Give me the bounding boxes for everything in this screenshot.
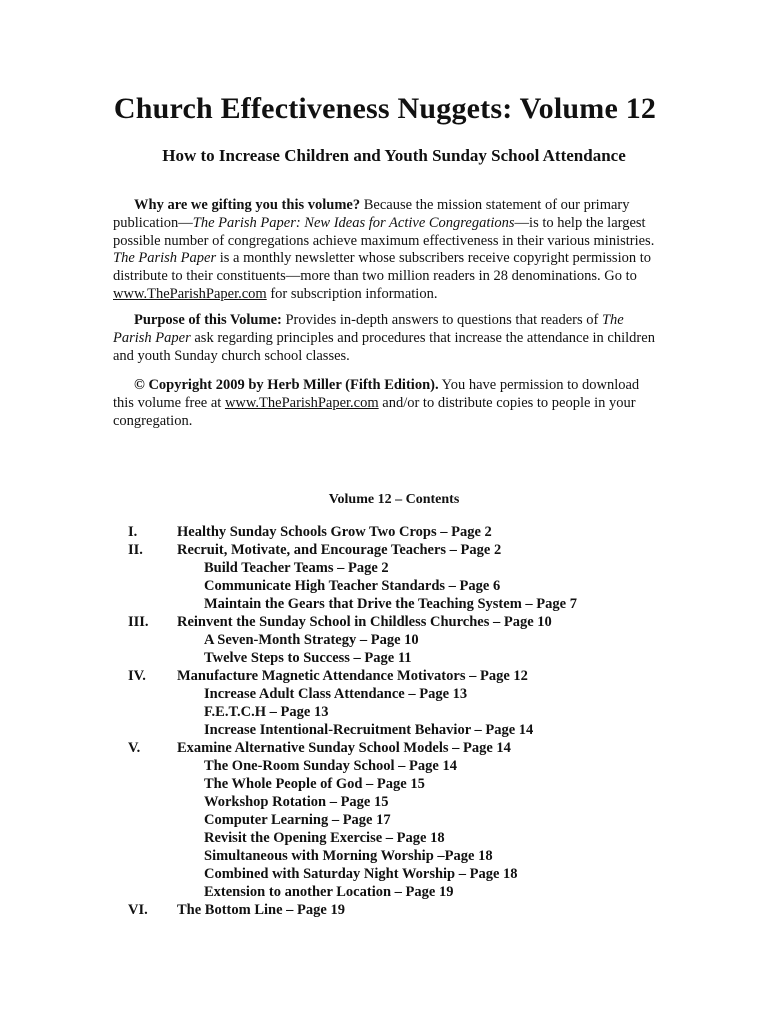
page-subtitle: How to Increase Children and Youth Sunday School Attendance	[162, 146, 626, 165]
toc-section-number: II.	[128, 542, 143, 558]
toc-entry-text: Extension to another Location – Page 19	[204, 884, 454, 900]
toc-section-number: VI.	[128, 902, 148, 918]
paragraph-text: and/or to distribute copies to people in your congregation.	[113, 394, 636, 429]
toc-section	[0, 613, 770, 631]
toc-section	[0, 541, 770, 559]
toc-section-number: V.	[128, 740, 141, 756]
publication-title: The Parish Paper: New Ideas for Active Congregations	[192, 214, 515, 231]
toc-entry-text: Build Teacher Teams – Page 2	[204, 560, 389, 576]
parish-paper-link[interactable]: www.TheParishPaper.com	[113, 285, 267, 302]
toc-entry-text: Workshop Rotation – Page 15	[204, 794, 389, 810]
toc-subsection	[0, 559, 770, 577]
toc-section	[0, 523, 770, 541]
page-title: Church Effectiveness Nuggets: Volume 12	[113, 92, 657, 125]
toc-entry-text: Healthy Sunday Schools Grow Two Crops – Page 2	[177, 524, 492, 540]
paragraph-text: Provides in-depth answers to questions that readers of	[281, 312, 602, 328]
toc-entry-text: Maintain the Gears that Drive the Teaching System – Page 7	[204, 596, 577, 612]
toc-subsection	[0, 631, 770, 649]
toc-subsection	[0, 793, 770, 811]
toc-subsection	[0, 703, 770, 721]
paragraph-lead: © Copyright 2009 by Herb Miller (Fifth Edition).	[134, 377, 439, 393]
toc-subsection	[0, 847, 770, 865]
toc-entry-text: The Whole People of God – Page 15	[204, 776, 425, 792]
publication-title: The Parish Paper	[113, 312, 624, 346]
publication-title: The Parish Paper	[113, 250, 217, 267]
paragraph-why-gifting	[113, 197, 661, 304]
toc-entry-text: Manufacture Magnetic Attendance Motivators – Page 12	[177, 668, 528, 684]
toc-section	[0, 739, 770, 757]
paragraph-lead: Purpose of this Volume:	[134, 312, 282, 328]
toc-entry-text: Recruit, Motivate, and Encourage Teachers – Page 2	[177, 542, 502, 558]
toc-section	[0, 667, 770, 685]
toc-subsection	[0, 577, 770, 595]
toc-subsection	[0, 829, 770, 847]
paragraph-text: You have permission to download this volume free at	[113, 377, 640, 411]
toc-section-number: I.	[128, 524, 138, 540]
toc-subsection	[0, 865, 770, 883]
toc-subsection	[0, 757, 770, 775]
toc-entry-text: Increase Intentional-Recruitment Behavior – Page 14	[204, 722, 534, 738]
toc-subsection	[0, 811, 770, 829]
toc-entry-text: Twelve Steps to Success – Page 11	[204, 650, 412, 666]
contents-heading: Volume 12 – Contents	[328, 492, 460, 507]
toc-subsection	[0, 595, 770, 613]
toc-entry-text: Examine Alternative Sunday School Models – Page 14	[177, 740, 511, 756]
toc-entry-text: F.E.T.C.H – Page 13	[204, 704, 329, 720]
toc-subsection	[0, 883, 770, 901]
paragraph-text: for subscription information.	[266, 285, 438, 302]
paragraph-lead: Why are we gifting you this volume?	[134, 197, 361, 213]
toc-subsection	[0, 649, 770, 667]
paragraph-text: Because the mission statement of our primary publication—	[113, 197, 630, 231]
toc-entry-text: Computer Learning – Page 17	[204, 812, 391, 828]
table-of-contents	[0, 523, 770, 919]
paragraph-text: is a monthly newsletter whose subscribers receive copyright permission to distribute to their constituents—more than two million readers in 28 denominations. Go to	[113, 250, 652, 285]
toc-section	[0, 901, 770, 919]
toc-subsection	[0, 685, 770, 703]
toc-entry-text: Combined with Saturday Night Worship – Page 18	[204, 866, 518, 882]
toc-entry-text: The One-Room Sunday School – Page 14	[204, 758, 457, 774]
toc-entry-text: A Seven-Month Strategy – Page 10	[204, 632, 419, 648]
parish-paper-link[interactable]: www.TheParishPaper.com	[224, 394, 379, 411]
toc-entry-text: Reinvent the Sunday School in Childless Churches – Page 10	[177, 614, 552, 630]
toc-entry-text: Communicate High Teacher Standards – Page 6	[204, 578, 501, 594]
toc-entry-text: Increase Adult Class Attendance – Page 13	[204, 686, 468, 702]
toc-entry-text: The Bottom Line – Page 19	[177, 902, 345, 918]
toc-section-number: III.	[128, 614, 149, 630]
toc-subsection	[0, 775, 770, 793]
toc-section-number: IV.	[128, 668, 146, 684]
toc-entry-text: Revisit the Opening Exercise – Page 18	[204, 830, 445, 846]
paragraph-text: ask regarding principles and procedures that increase the attendance in children and youth Sunday church school classes.	[113, 329, 655, 364]
toc-entry-text: Simultaneous with Morning Worship –Page 18	[204, 848, 493, 864]
paragraph-text: —is to help the largest possible number of congregations achieve maximum effectiveness in their various ministries.	[113, 214, 655, 249]
paragraph-copyright	[113, 377, 661, 430]
paragraph-purpose	[113, 312, 661, 365]
toc-subsection	[0, 721, 770, 739]
